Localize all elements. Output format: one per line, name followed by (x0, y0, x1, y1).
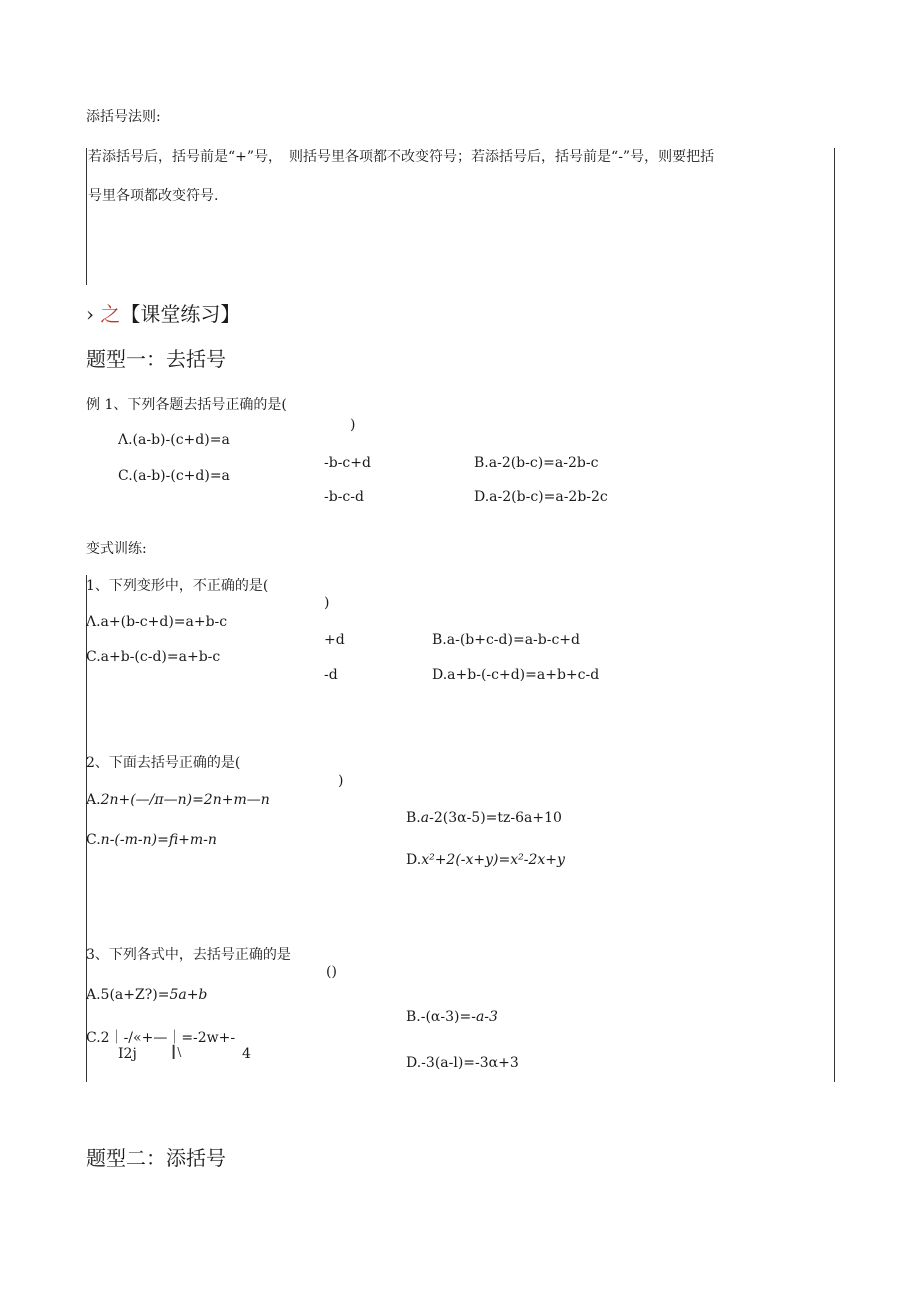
example1-option-a-continued: -b-c+d (324, 455, 371, 471)
q1-option-b: B.a-(b+c-d)=a-b-c+d (432, 632, 580, 648)
q3-option-c-sub-3: 4 (242, 1046, 251, 1062)
q3-option-c: C.2｜-/«+—｜=-2w+- (86, 1030, 236, 1046)
q1-option-a-continued: +d (324, 632, 345, 648)
left-border-top (86, 148, 87, 285)
q2-option-a-prefix: A. (86, 792, 101, 808)
q2-option-b (406, 811, 562, 825)
q1-paren-close: ) (324, 595, 330, 611)
q2-option-a (86, 793, 270, 807)
variant-title: 变式训练: (86, 541, 147, 557)
rule-title: 添括号法则: (86, 109, 161, 125)
q2-option-c (86, 833, 217, 847)
q1-option-c-continued: -d (324, 667, 338, 683)
section-label: 【课堂练习】 (120, 302, 241, 326)
q3-option-a-prefix: A.5(a+Z?)= (86, 987, 170, 1003)
q2-stem: 2、下面去括号正确的是( (86, 755, 241, 771)
example1-option-a: Λ.(a-b)-(c+d)=a (118, 432, 230, 448)
q1-option-a: Λ.a+(b-c+d)=a+b-c (86, 614, 228, 630)
q3-stem: 3、下列各式中，去括号正确的是 (86, 947, 291, 963)
q2-option-d-expr: x²+2(-x+y)=x²-2x+y (421, 852, 565, 868)
example1-paren-close: ) (350, 417, 356, 433)
example1-stem: 例 1、下列各题去括号正确的是( (86, 397, 287, 413)
q2-option-b-prefix: B. (406, 810, 421, 826)
q1-option-c: C.a+b-(c-d)=a+b-c (86, 649, 221, 665)
q2-option-b-expr: a (420, 810, 430, 826)
right-border (834, 148, 835, 1082)
example1-option-c: C.(a-b)-(c+d)=a (118, 468, 230, 484)
section-prefix: 之 (100, 302, 121, 326)
section-header (86, 304, 240, 324)
q2-option-d (406, 853, 565, 867)
q1-stem: 1、下列变形中，不正确的是( (86, 578, 269, 594)
q3-option-b-expr: =-a-3 (459, 1009, 498, 1025)
q3-paren: () (326, 964, 337, 980)
q1-option-d: D.a+b-(-c+d)=a+b+c-d (432, 667, 600, 683)
rule-line-1: 若添括号后，括号前是“+”号， 则括号里各项都不改变符号；若添括号后，括号前是“-”号，则要把括 (88, 149, 715, 165)
q3-option-d: D.-3(a-l)=-3α+3 (406, 1055, 519, 1071)
example1-option-c-continued: -b-c-d (324, 489, 364, 505)
type1-title: 题型一：去括号 (86, 347, 226, 371)
q3-option-b (406, 1010, 498, 1024)
type2-title: 题型二：添括号 (86, 1146, 226, 1170)
example1-option-d: D.a-2(b-c)=a-2b-2c (474, 489, 608, 505)
section-marker: › (86, 302, 94, 326)
q3-option-b-prefix: B.-(α-3) (406, 1009, 460, 1025)
q2-option-c-prefix: C. (86, 832, 101, 848)
q3-option-c-sub-2: ┃\ (170, 1045, 182, 1059)
q3-option-a (86, 988, 207, 1002)
q2-paren-close: ) (338, 773, 344, 789)
q3-option-a-expr: 5a+b (169, 987, 208, 1003)
q2-option-a-expr: 2n+(—/π—n)=2n+m—n (100, 792, 270, 808)
q2-option-c-expr: n-(-m-n)=fi+m-n (100, 832, 217, 848)
rule-line-2: 号里各项都改变符号. (88, 188, 219, 204)
example1-option-b: B.a-2(b-c)=a-2b-c (474, 455, 599, 471)
q2-option-d-prefix: D. (406, 852, 422, 868)
q2-option-b-rest: -2(3α-5)=tz-6a+10 (429, 810, 562, 826)
q3-option-c-sub-1: I2j (118, 1046, 137, 1062)
